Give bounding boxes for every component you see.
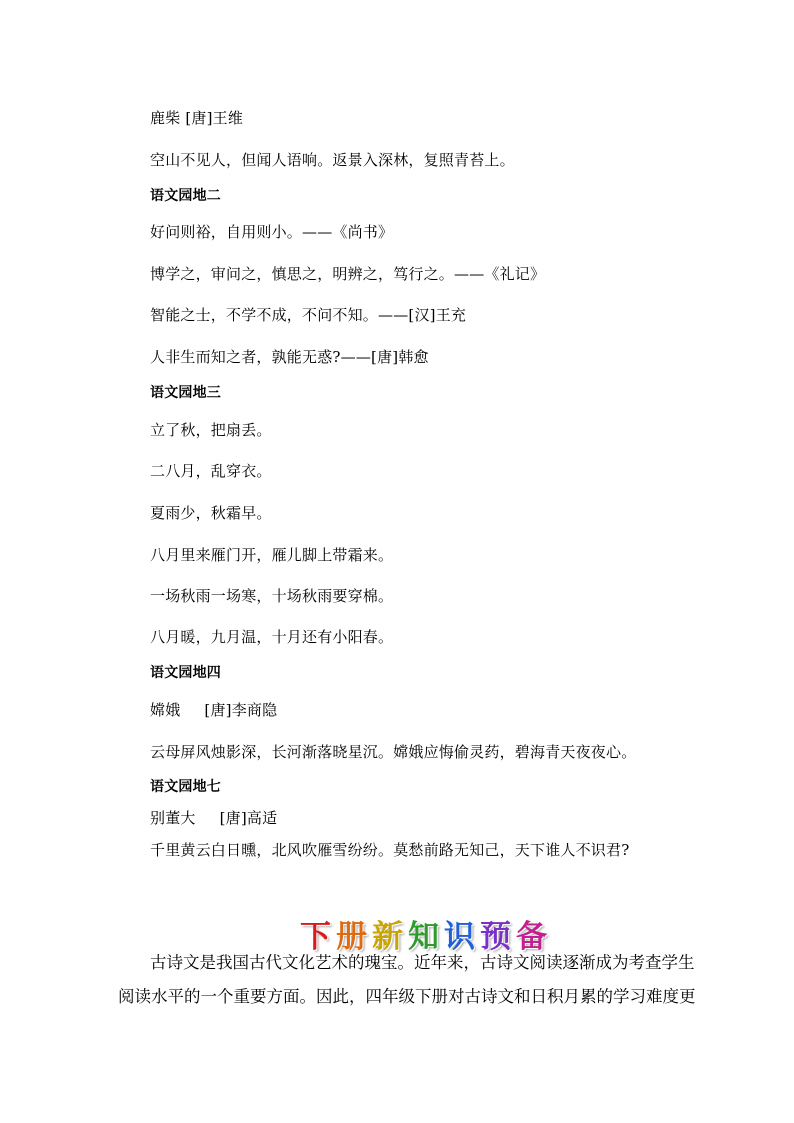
- proverb-line: 八月暖，九月温，十月还有小阳春。: [150, 628, 394, 646]
- banner-char: 下: [300, 918, 336, 955]
- section-heading-2: 语文园地二: [150, 188, 221, 204]
- poem-text-change: 云母屏风烛影深，长河渐落晓星沉。嫦娥应悔偷灵药，碧海青天夜夜心。: [150, 743, 637, 761]
- banner-char: 预: [480, 918, 516, 955]
- banner-char: 识: [444, 918, 480, 955]
- proverb-line: 一场秋雨一场寒，十场秋雨要穿棉。: [150, 587, 394, 605]
- section-banner-title: [300, 913, 552, 955]
- section-heading-4: 语文园地四: [150, 665, 221, 681]
- intro-paragraph-line-2: 阅读水平的一个重要方面。因此，四年级下册对古诗文和日积月累的学习难度更: [118, 987, 696, 1006]
- poem-text-biedongda: 千里黄云白日曛，北风吹雁雪纷纷。莫愁前路无知己，天下谁人不识君?: [150, 841, 630, 859]
- quote-line: 博学之，审问之，慎思之，明辨之，笃行之。——《礼记》: [150, 265, 546, 283]
- banner-char: 新: [372, 918, 408, 955]
- poem-author: [唐]李商隐: [204, 701, 278, 719]
- poem-text-luchai: 空山不见人，但闻人语响。返景入深林，复照青苔上。: [150, 151, 515, 169]
- quote-line: 智能之士，不学不成，不问不知。——[汉]王充: [150, 306, 467, 324]
- poem-title-luchai: 鹿柴 [唐]王维: [150, 109, 244, 127]
- poem-author: [唐]高适: [219, 809, 278, 827]
- poem-title-change: [150, 700, 277, 720]
- proverb-line: 八月里来雁门开，雁儿脚上带霜来。: [150, 546, 394, 564]
- proverb-line: 立了秋，把扇丢。: [150, 421, 272, 439]
- poem-title: 嫦娥: [150, 701, 181, 719]
- quote-line: 好问则裕，自用则小。——《尚书》: [150, 223, 394, 241]
- intro-paragraph-line-1: 古诗文是我国古代文化艺术的瑰宝。近年来，古诗文阅读逐渐成为考查学生: [150, 953, 695, 972]
- quote-line: 人非生而知之者，孰能无惑?——[唐]韩愈: [150, 348, 429, 366]
- section-heading-7: 语文园地七: [150, 779, 221, 795]
- banner-char: 备: [516, 918, 552, 955]
- proverb-line: 夏雨少，秋霜早。: [150, 504, 272, 522]
- section-heading-3: 语文园地三: [150, 385, 221, 401]
- proverb-line: 二八月，乱穿衣。: [150, 462, 272, 480]
- poem-title-biedongda: [150, 808, 277, 828]
- banner-char: 知: [408, 918, 444, 955]
- poem-title: 别董大: [150, 809, 196, 827]
- banner-char: 册: [336, 918, 372, 955]
